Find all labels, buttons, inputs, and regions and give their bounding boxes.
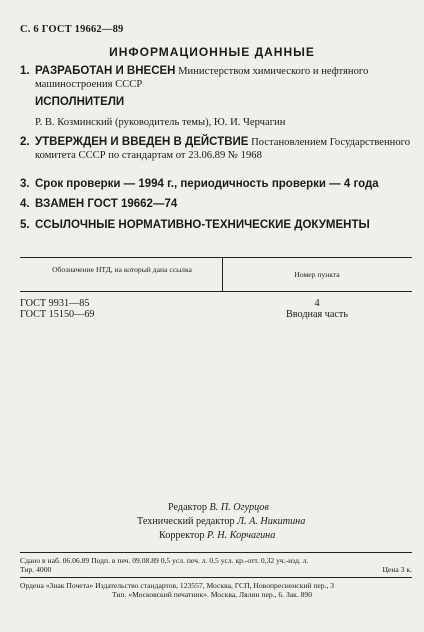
table-row-1-doc: ГОСТ 9931—85 [20,298,90,309]
item-heading: УТВЕРЖДЕН И ВВЕДЕН В ДЕЙСТВИЕ [35,136,249,148]
item-number: 2. [20,136,30,148]
table-header-rule [20,291,412,292]
credit-name: Р. Н. Корчагина [206,530,276,541]
table-row-2-doc: ГОСТ 15150—69 [20,309,95,320]
item-heading: РАЗРАБОТАН И ВНЕСЕН [35,65,176,77]
item-text: Министерством химического и нефтяного машиностроения СССР [35,66,369,90]
imprint-price: Цена 3 к. [382,565,412,574]
executors-heading: ИСПОЛНИТЕЛИ [35,96,125,108]
page-header: С. 6 ГОСТ 19662—89 [20,24,124,35]
credit-tech-editor [137,515,305,529]
credit-corrector [159,529,275,543]
imprint-top-rule [20,552,412,553]
info-item-4 [20,198,412,211]
item-number: 5. [20,219,30,231]
imprint-line-1: Сдано в наб. 06.06.89 Подп. в печ. 09.08.89 0,5 усл. печ. л. 0,5 усл. кр.-отт. 0,32 уч.-изд. л. [20,556,309,565]
table-row-1-item: 4 [314,298,320,309]
credit-role: Технический редактор [137,516,235,527]
item-number: 1. [20,65,30,77]
imprint-bottom-rule [20,577,412,578]
item-text: Постановлением Государственного комитета СССР по стандартам от 23.06.89 № 1968 [35,137,411,161]
imprint-printer: Тип. «Московский печатник». Москва, Лялин пер., 6. Зак. 890 [111,590,313,599]
credit-name: Л. А. Никитина [237,516,306,527]
item-text: Срок проверки — 1994 г., периодичность проверки — 4 года [35,178,379,190]
info-item-5 [20,219,412,232]
credit-role: Редактор [168,502,207,513]
table-header-item: Номер пункта [294,270,340,279]
item-text: ВЗАМЕН ГОСТ 19662—74 [35,198,178,210]
item-number: 3. [20,178,30,190]
table-header-document: Обозначение НТД, на который дана ссылка [52,265,192,274]
credit-editor [168,501,269,515]
info-item-2 [20,136,412,162]
credit-role: Корректор [159,530,205,541]
imprint-print-run: Тир. 4000 [20,565,52,574]
item-number: 4. [20,198,30,210]
info-item-3 [20,178,412,191]
item-text: ССЫЛОЧНЫЕ НОРМАТИВНО-ТЕХНИЧЕСКИЕ ДОКУМЕНТЫ [35,219,370,231]
imprint-publisher: Ордена «Знак Почета» Издательство стандартов, 123557, Москва, ГСП, Новопресненский пер., 3 [20,581,335,590]
table-row-2-item: Вводная часть [286,309,348,320]
executors-names: Р. В. Козминский (руководитель темы), Ю. И. Черчагин [35,117,286,128]
page-title: ИНФОРМАЦИОННЫЕ ДАННЫЕ [109,45,315,59]
table-top-rule [20,257,412,258]
credit-name: В. П. Огурцов [209,502,269,513]
info-item-1 [20,65,412,91]
